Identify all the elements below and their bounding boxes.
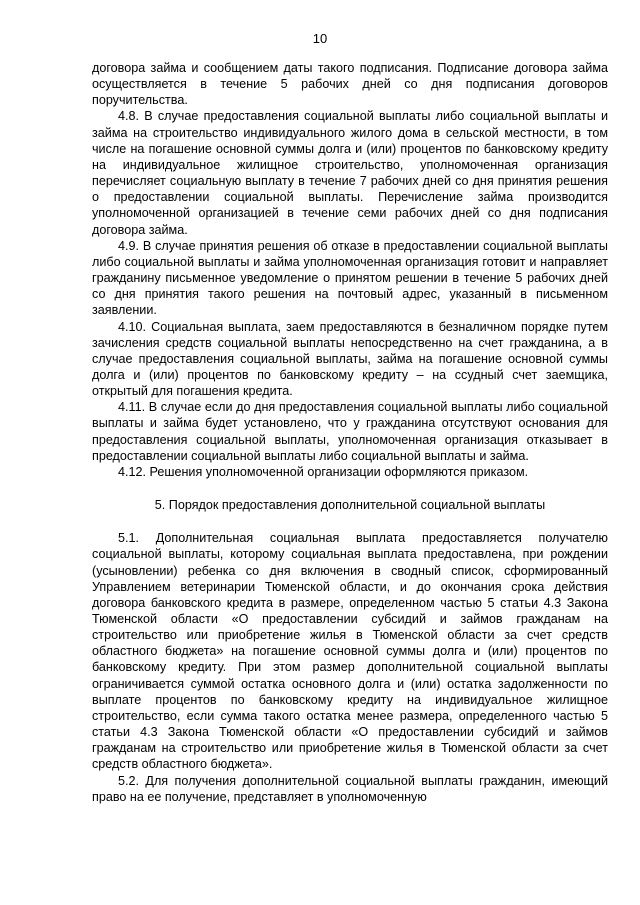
paragraph-4-11: 4.11. В случае если до дня предоставления социальной выплаты либо социальной выплаты и займа будет установлено, что у гражданина отсутствуют основания для предоставления социальной выплаты, уполномоченная организация отказывает в предоставлении социальной выплаты либо социальной выплаты и займа.	[92, 400, 608, 463]
paragraph-4-8: 4.8. В случае предоставления социальной выплаты либо социальной выплаты и займа на строительство индивидуального жилого дома в сельской местности, в том числе на погашение основной суммы долга и (или) процентов по банковскому кредиту на индивидуальное жилищное строительство, уполномоченная организация перечисляет социальную выплату в течение 7 рабочих дней со дня принятия решения о предоставлении социальной выплаты. Перечисление займа производится уполномоченной организацией в течение семи рабочих дней со дня подписания договора займа.	[92, 109, 608, 237]
page-number: 10	[312, 31, 328, 46]
paragraph-4-9: 4.9. В случае принятия решения об отказе в предоставлении социальной выплаты либо социальной выплаты и займа уполномоченная организация готовит и направляет гражданину письменное уведомление о принятом решении в течение 5 рабочих дней со дня принятия такого решения на почтовый адрес, указанный в письменном заявлении.	[92, 238, 608, 318]
paragraphs-bottom	[92, 530, 608, 805]
document-body	[92, 60, 608, 805]
section-heading: 5. Порядок предоставления дополнительной социальной выплаты	[154, 498, 546, 513]
paragraph-4-10: 4.10. Социальная выплата, заем предоставляются в безналичном порядке путем зачисления средств социальной выплаты непосредственно на счет гражданина, а в случае предоставления социальной выплаты, займа на погашение основной суммы долга и (или) процентов по банковскому кредиту – на ссудный счет заемщика, открытый для погашения кредита.	[92, 319, 608, 399]
paragraph-5-2: 5.2. Для получения дополнительной социальной выплаты гражданин, имеющий право на ее получение, представляет в уполномоченную	[92, 773, 608, 804]
paragraph-4-12: 4.12. Решения уполномоченной организации оформляются приказом.	[118, 464, 529, 479]
paragraph-cont: договора займа и сообщением даты такого подписания. Подписание договора займа осуществляется в течение 5 рабочих дней со дня подписания договоров поручительства.	[92, 61, 608, 108]
paragraph-5-1: 5.1. Дополнительная социальная выплата предоставляется получателю социальной выплаты, которому социальная выплата предоставлена, при рождении (усыновлении) ребенка со дня включения в сводный список, сформированный Управлением ветеринарии Тюменской области, и до окончания срока действия договора банковского кредита в размере, определенном частью 5 статьи 4.3 Закона Тюменской области «О предоставлении субсидий и займов гражданам на строительство или приобретение жилья в Тюменской области за счет средств областного бюджета» на погашение основной суммы долга и (или) процентов по банковскому кредиту. При этом размер дополнительной социальной выплаты ограничивается суммой остатка основного долга и (или) остатка задолженности по выплате процентов по банковскому кредиту на индивидуальное жилищное строительство, если сумма такого остатка менее размера, определенного частью 5 статьи 4.3 Закона Тюменской области «О предоставлении субсидий и займов гражданам на строительство или приобретение жилья в Тюменской области за счет средств областного бюджета».	[92, 531, 608, 772]
paragraphs-top	[92, 60, 608, 480]
